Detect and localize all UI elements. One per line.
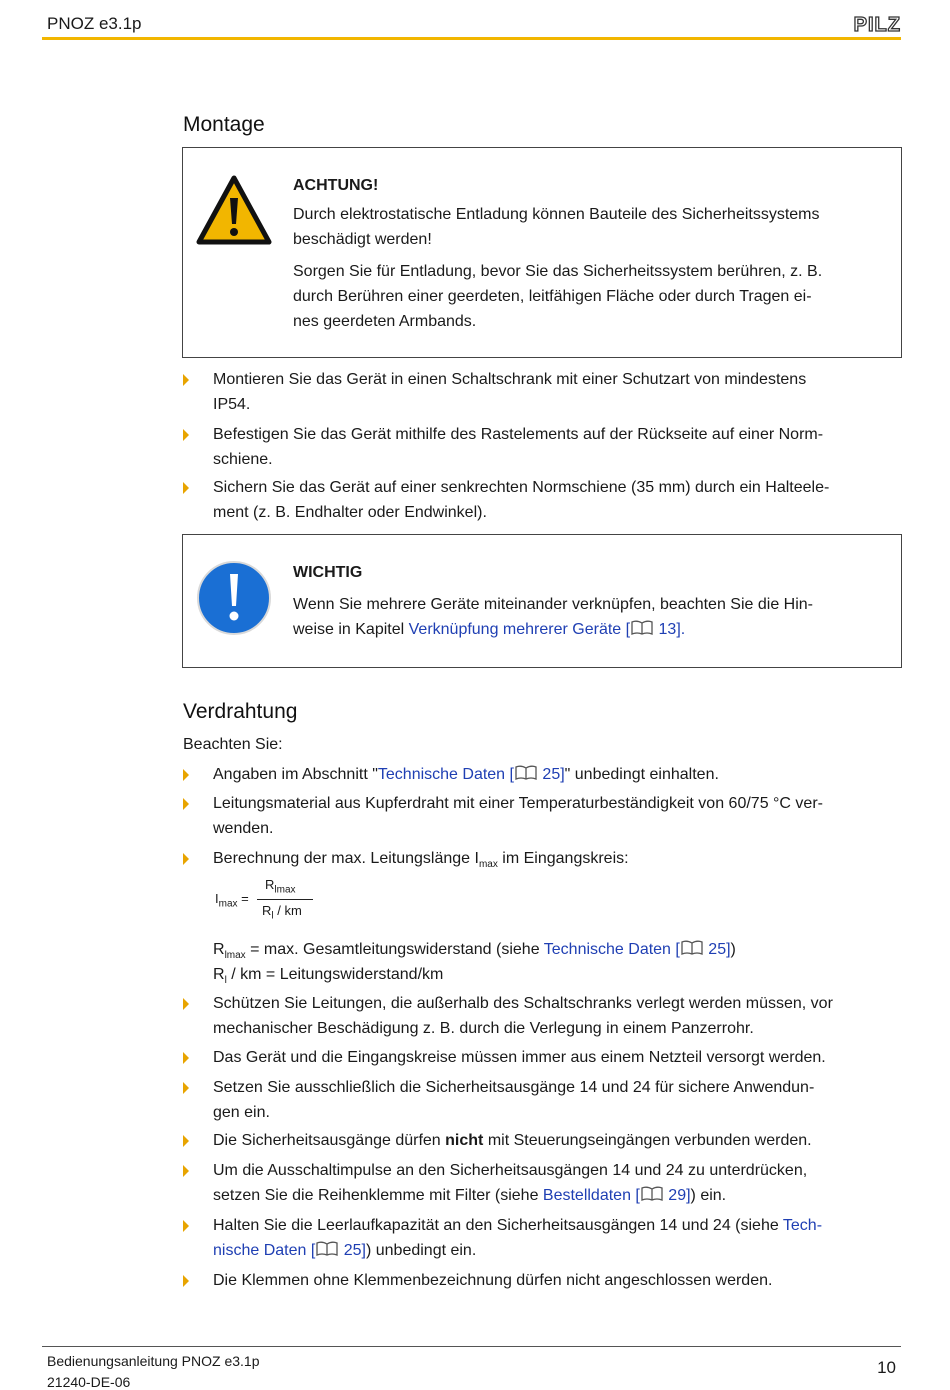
bullet-arrow-icon — [183, 769, 189, 781]
important-box — [182, 534, 902, 668]
book-icon — [316, 1241, 338, 1256]
bullet-arrow-icon — [183, 1220, 189, 1232]
bullet-arrow-icon — [183, 853, 189, 865]
book-icon — [641, 1186, 663, 1201]
important-title: WICHTIG — [293, 564, 363, 581]
link-technische-daten[interactable]: Technische Daten [ 25] — [543, 941, 731, 958]
link-technische-daten[interactable]: nische Daten [ 25] — [213, 1242, 366, 1259]
pilz-logo: PILZ — [853, 14, 901, 36]
link-verknuepfung[interactable]: Verknüpfung mehrerer Geräte [ 13]. — [408, 621, 686, 638]
caution-box — [182, 147, 902, 358]
footer-manual-title: Bedienungsanleitung PNOZ e3.1p — [47, 1353, 260, 1369]
definition-rl: $R_l$ / km = Leitungswiderstand/km — [213, 966, 444, 987]
caution-title: ACHTUNG! — [293, 177, 379, 194]
page-number: 10 — [877, 1358, 896, 1377]
bullet-arrow-icon — [183, 1082, 189, 1094]
book-icon — [681, 940, 703, 955]
formula-imax: $I_{max}$ = $R_{lmax}$ $R_l$ / km — [215, 877, 335, 927]
bullet-arrow-icon — [183, 998, 189, 1010]
bullet-arrow-icon — [183, 1165, 189, 1177]
caution-text-1: Durch elektrostatische Entladung können Bauteile des Sicherheitssystems beschädigt werden! — [293, 206, 820, 248]
link-technische-daten[interactable]: Tech- — [782, 1217, 823, 1234]
footer-divider — [42, 1346, 901, 1347]
book-icon — [631, 620, 653, 635]
link-bestelldaten[interactable]: Bestelldaten [ 29] — [542, 1187, 691, 1204]
footer-doc-number: 21240-DE-06 — [47, 1374, 131, 1390]
bullet-arrow-icon — [183, 482, 189, 494]
link-technische-daten[interactable]: Technische Daten [ 25] — [377, 766, 565, 783]
warning-triangle-icon — [196, 174, 272, 246]
section-heading-montage: Montage — [183, 113, 265, 136]
caution-text-2: Sorgen Sie für Entladung, bevor Sie das Sicherheitssystem berühren, z. B. durch Berühren einer geerdeten, leitfähigen Fläche oder durch Tragen ei- nes geerdeten Armbands. — [293, 263, 823, 330]
intro-text: Beachten Sie: — [183, 736, 283, 753]
important-text: Wenn Sie mehrere Geräte miteinander verknüpfen, beachten Sie die Hin- weise in Kapitel Verknüpfung mehrerer Geräte [ 13]. — [293, 596, 813, 638]
bullet-arrow-icon — [183, 429, 189, 441]
section-heading-verdrahtung: Verdrahtung — [183, 700, 298, 723]
bullet-arrow-icon — [183, 1275, 189, 1287]
definition-rlmax: $R_{lmax} = \max$. Gesamtleitungswiderstand (siehe Technische Daten [ 25]) — [213, 941, 736, 962]
header-divider — [42, 37, 901, 40]
bullet-arrow-icon — [183, 1052, 189, 1064]
bullet-arrow-icon — [183, 798, 189, 810]
book-icon — [515, 765, 537, 780]
document-title: PNOZ e3.1p — [47, 14, 142, 33]
info-exclamation-icon — [196, 560, 272, 636]
bullet-arrow-icon — [183, 1135, 189, 1147]
bullet-arrow-icon — [183, 374, 189, 386]
